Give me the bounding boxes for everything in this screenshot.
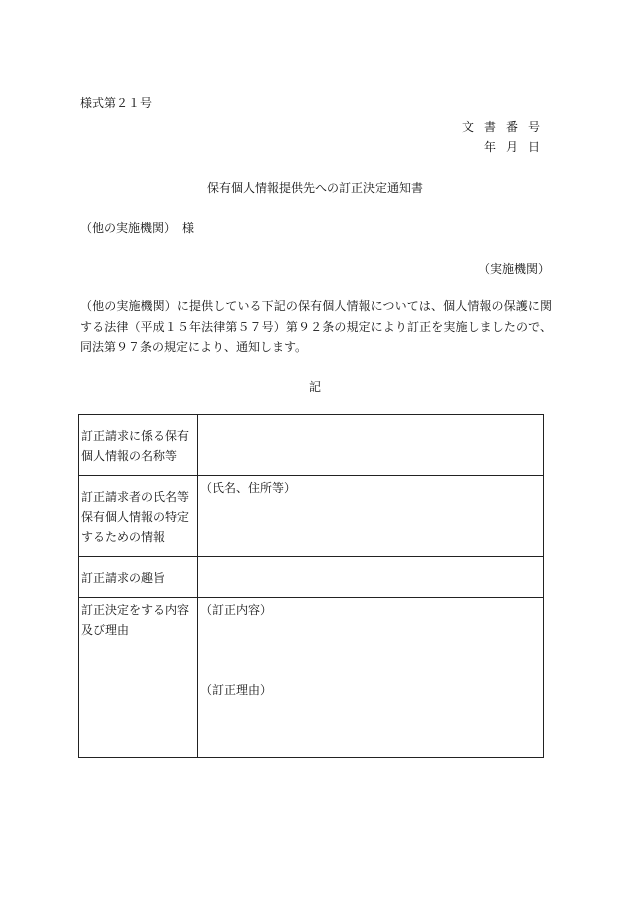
table-row	[79, 557, 544, 598]
correction-reason-label: （訂正理由）	[200, 683, 273, 697]
row-label-requester-info: 訂正請求者の氏名等保有個人情報の特定するための情報	[79, 476, 198, 557]
row-value-requester-info	[198, 476, 544, 557]
row-value-decision	[198, 598, 544, 758]
form-number: 様式第２１号	[80, 96, 153, 110]
correction-content-label: （訂正内容）	[200, 603, 273, 617]
document-number: 文書番号	[461, 120, 550, 134]
document-date: 年月日	[483, 140, 550, 154]
row-label-request-purpose: 訂正請求の趣旨	[79, 557, 198, 598]
table-row	[79, 415, 544, 476]
table-row	[79, 476, 544, 557]
row-value-information-name	[198, 415, 544, 476]
ki-heading: 記	[308, 380, 321, 394]
row-label-information-name: 訂正請求に係る保有個人情報の名称等	[79, 415, 198, 476]
document-title: 保有個人情報提供先への訂正決定通知書	[206, 181, 423, 195]
body-paragraph: （他の実施機関）に提供している下記の保有個人情報については、個人情報の保護に関する法律（平成１５年法律第５７号）第９２条の規定により訂正を実施しましたので、同法第９７条の規定により、通知します。	[80, 299, 552, 354]
table-row	[79, 598, 544, 758]
recipient: （他の実施機関） 様	[80, 221, 195, 235]
details-table	[78, 414, 544, 758]
row-value-request-purpose	[198, 557, 544, 598]
row-label-decision: 訂正決定をする内容及び理由	[79, 598, 198, 758]
sender: （実施機関）	[477, 262, 550, 276]
requester-info-hint: （氏名、住所等）	[200, 481, 297, 495]
